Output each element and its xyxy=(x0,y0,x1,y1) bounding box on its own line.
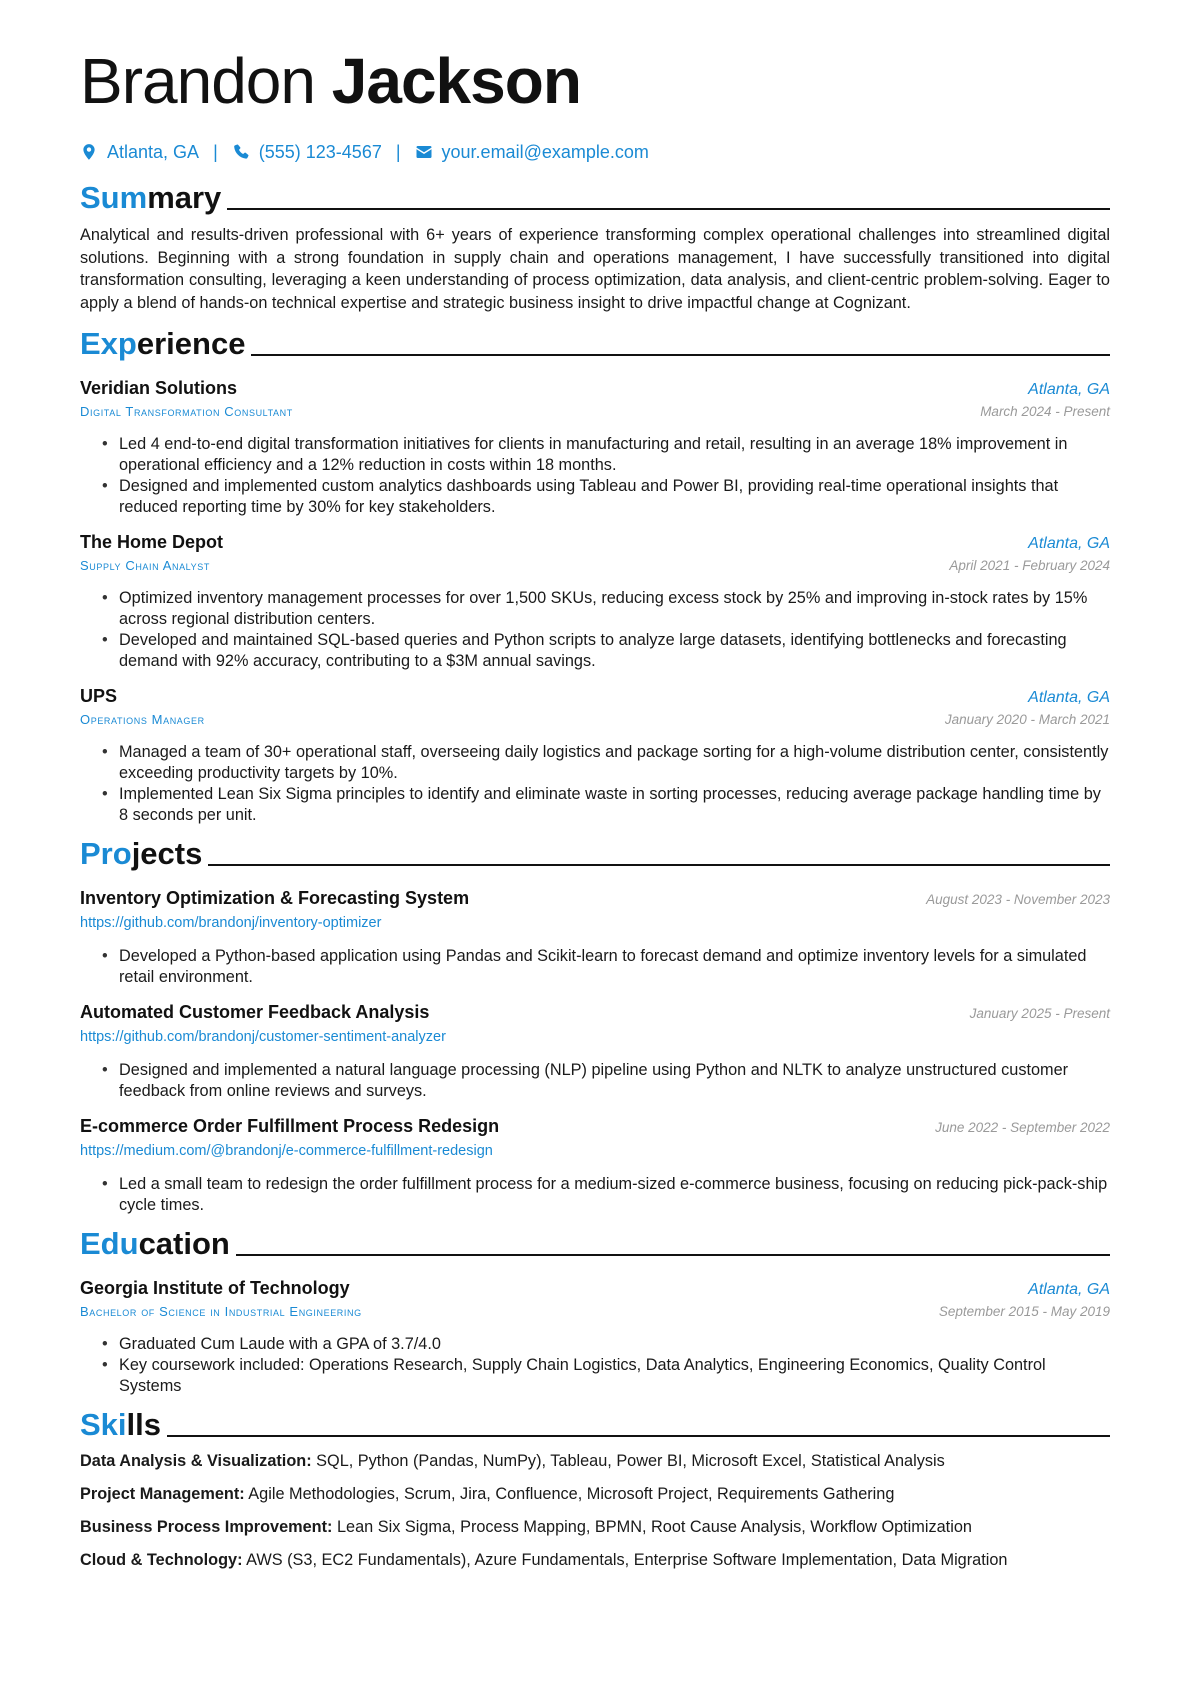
bullet-item: • Graduated Cum Laude with a GPA of 3.7/4.0 xyxy=(102,1334,1110,1355)
heading-rest: erience xyxy=(136,326,246,361)
map-pin-icon xyxy=(80,143,98,161)
bullet-item: • Implemented Lean Six Sigma principles to identify and eliminate waste in sorting processes, reducing average package handling time by 8 seconds per unit. xyxy=(102,784,1110,826)
experience-entry xyxy=(80,684,1110,826)
bullet-item: • Developed a Python-based application using Pandas and Scikit-learn to forecast demand and optimize inventory levels for a simulated retail environment. xyxy=(102,946,1110,988)
skills-heading xyxy=(80,1403,1110,1443)
experience-entry xyxy=(80,376,1110,518)
job-title: Digital Transformation Consultant xyxy=(80,404,293,419)
job-dates: January 2020 - March 2021 xyxy=(944,712,1110,727)
email-link: your.email@example.com xyxy=(441,141,649,162)
job-dates: March 2024 - Present xyxy=(980,404,1110,419)
job-title: Operations Manager xyxy=(80,712,205,727)
school-name: Georgia Institute of Technology xyxy=(80,1278,350,1298)
skill-label: Data Analysis & Visualization: xyxy=(80,1452,312,1470)
heading-accent: Pro xyxy=(80,836,132,871)
contact-separator: | xyxy=(395,141,401,162)
heading-rule xyxy=(227,208,1110,210)
job-bullets xyxy=(80,742,1110,826)
heading-rule xyxy=(208,864,1110,866)
heading-accent: Ski xyxy=(80,1407,127,1442)
envelope-icon xyxy=(415,143,433,161)
project-bullets xyxy=(80,1174,1110,1216)
job-location: Atlanta, GA xyxy=(1028,381,1110,398)
degree: Bachelor of Science in Industrial Engineering xyxy=(80,1304,362,1319)
heading-rest: cation xyxy=(138,1226,230,1261)
projects-heading xyxy=(80,832,1110,872)
skills-list xyxy=(80,1451,1110,1571)
heading-rest: jects xyxy=(131,836,203,871)
project-dates: August 2023 - November 2023 xyxy=(926,892,1110,907)
project-bullets xyxy=(80,946,1110,988)
skill-label: Business Process Improvement: xyxy=(80,1518,333,1536)
heading-rule xyxy=(167,1435,1110,1437)
project-link[interactable]: https://github.com/brandonj/inventory-optimizer xyxy=(80,915,382,931)
project-title: Automated Customer Feedback Analysis xyxy=(80,1002,430,1022)
skill-row xyxy=(80,1451,1110,1472)
job-bullets xyxy=(80,434,1110,518)
experience-entry xyxy=(80,530,1110,672)
project-entry xyxy=(80,1000,1110,1102)
job-location: Atlanta, GA xyxy=(1028,689,1110,706)
heading-rule xyxy=(251,354,1110,356)
skill-row xyxy=(80,1517,1110,1538)
job-bullets xyxy=(80,588,1110,672)
project-dates: June 2022 - September 2022 xyxy=(935,1120,1110,1135)
skill-label: Project Management: xyxy=(80,1485,245,1503)
experience-heading xyxy=(80,322,1110,362)
heading-rest: lls xyxy=(126,1407,161,1442)
heading-accent: Edu xyxy=(80,1226,139,1261)
project-title: Inventory Optimization & Forecasting System xyxy=(80,888,470,908)
phone-icon xyxy=(232,143,250,161)
education-heading xyxy=(80,1222,1110,1262)
contact-phone[interactable] xyxy=(232,142,382,163)
project-entry xyxy=(80,886,1110,988)
first-name: Brandon xyxy=(80,45,315,117)
bullet-item: • Developed and maintained SQL-based queries and Python scripts to analyze large datasets, identifying bottlenecks and forecasting demand with 92% accuracy, contributing to a $3M annual savings. xyxy=(102,630,1110,672)
skill-value: AWS (S3, EC2 Fundamentals), Azure Fundamentals, Enterprise Software Implementation, Data Migration xyxy=(246,1551,1008,1569)
project-link[interactable]: https://medium.com/@brandonj/e-commerce-fulfillment-redesign xyxy=(80,1143,493,1159)
contact-separator: | xyxy=(213,141,218,162)
heading-accent: Sum xyxy=(80,180,148,215)
bullet-item: • Led 4 end-to-end digital transformation initiatives for clients in manufacturing and retail, resulting in an average 18% improvement in operational efficiency and a 12% reduction in costs within 18 months. xyxy=(102,434,1110,476)
summary-heading xyxy=(80,176,1110,216)
skill-value: SQL, Python (Pandas, NumPy), Tableau, Power BI, Microsoft Excel, Statistical Analysis xyxy=(316,1452,945,1470)
skill-row xyxy=(80,1550,1110,1571)
skill-row xyxy=(80,1484,1110,1505)
project-title: E-commerce Order Fulfillment Process Redesign xyxy=(80,1116,500,1136)
bullet-item: • Key coursework included: Operations Research, Supply Chain Logistics, Data Analytics, Engineering Economics, Quality Control Systems xyxy=(102,1355,1110,1397)
company-name: UPS xyxy=(80,686,118,706)
school-dates: September 2015 - May 2019 xyxy=(938,1304,1110,1319)
contact-bar xyxy=(80,140,1110,164)
heading-accent: Exp xyxy=(80,326,137,361)
summary-text: Analytical and results-driven professional with 6+ years of experience transforming complex operational challenges into streamlined digital solutions. Beginning with a strong foundation in supply chain and operations management, I have successfully transitioned into digital transformation consulting, leveraging a keen understanding of process optimization, data analysis, and client-centric problem-solving. Eager to apply a blend of hands-on technical expertise and strategic business insight to drive impactful change at Cognizant. xyxy=(80,226,1110,312)
skill-label: Cloud & Technology: xyxy=(80,1551,243,1569)
project-entry xyxy=(80,1114,1110,1216)
education-bullets xyxy=(80,1334,1110,1397)
heading-rest: mary xyxy=(147,180,222,215)
skill-value: Agile Methodologies, Scrum, Jira, Confluence, Microsoft Project, Requirements Gathering xyxy=(248,1485,895,1503)
job-dates: April 2021 - February 2024 xyxy=(949,558,1110,573)
company-name: Veridian Solutions xyxy=(80,378,238,398)
location-text: Atlanta, GA xyxy=(107,141,200,162)
job-location: Atlanta, GA xyxy=(1028,535,1110,552)
contact-location xyxy=(80,142,199,163)
candidate-name xyxy=(80,40,1110,122)
contact-email[interactable] xyxy=(415,142,649,163)
skill-value: Lean Six Sigma, Process Mapping, BPMN, Root Cause Analysis, Workflow Optimization xyxy=(337,1518,972,1536)
project-dates: January 2025 - Present xyxy=(969,1006,1110,1021)
project-link[interactable]: https://github.com/brandonj/customer-sentiment-analyzer xyxy=(80,1029,446,1045)
bullet-item: • Optimized inventory management processes for over 1,500 SKUs, reducing excess stock by 25% and improving in-stock rates by 15% across regional distribution centers. xyxy=(102,588,1110,630)
bullet-item: • Designed and implemented custom analytics dashboards using Tableau and Power BI, providing real-time operational insights that reduced reporting time by 30% for key stakeholders. xyxy=(102,476,1110,518)
bullet-item: • Managed a team of 30+ operational staff, overseeing daily logistics and package sorting for a high-volume distribution center, consistently exceeding productivity targets by 10%. xyxy=(102,742,1110,784)
phone-text: (555) 123-4567 xyxy=(258,141,382,162)
school-location: Atlanta, GA xyxy=(1028,1281,1110,1298)
bullet-item: • Designed and implemented a natural language processing (NLP) pipeline using Python and NLTK to analyze unstructured customer feedback from online reviews and surveys. xyxy=(102,1060,1110,1102)
heading-rule xyxy=(236,1254,1110,1256)
project-bullets xyxy=(80,1060,1110,1102)
education-entry xyxy=(80,1276,1110,1397)
job-title: Supply Chain Analyst xyxy=(80,558,210,573)
bullet-item: • Led a small team to redesign the order fulfillment process for a medium-sized e-commerce business, focusing on reducing pick-pack-ship cycle times. xyxy=(102,1174,1110,1216)
company-name: The Home Depot xyxy=(80,532,224,552)
last-name: Jackson xyxy=(331,45,581,117)
